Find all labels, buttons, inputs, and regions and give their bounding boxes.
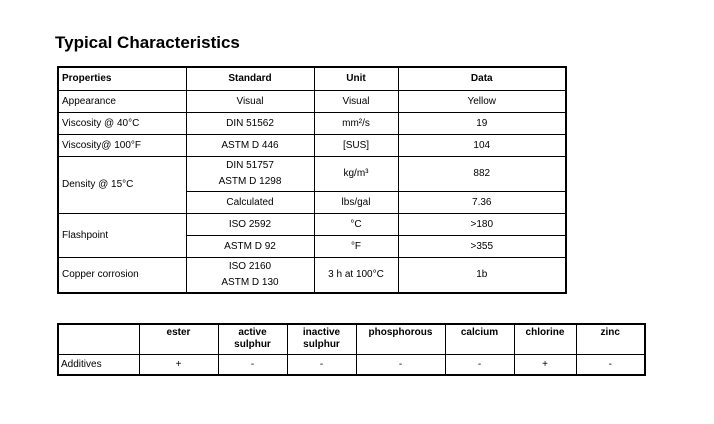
header-ester: ester: [139, 324, 218, 355]
header-standard: Standard: [186, 67, 314, 91]
standard-cell: [186, 157, 314, 192]
additive-value-inactive-sulphur: -: [287, 355, 356, 376]
additive-value-chlorine: +: [514, 355, 576, 376]
header-data: Data: [398, 67, 566, 91]
header-chlorine: chlorine: [514, 324, 576, 355]
additives-header-row: [58, 324, 645, 355]
additive-value-calcium: -: [445, 355, 514, 376]
standard-line: DIN 51757: [226, 160, 274, 171]
data-cell: 1b: [398, 258, 566, 294]
header-active-sulphur: active sulphur: [218, 324, 287, 355]
table-row: [58, 157, 566, 192]
additive-value-active-sulphur: -: [218, 355, 287, 376]
standard-cell: ASTM D 446: [186, 135, 314, 157]
unit-cell: 3 h at 100°C: [314, 258, 398, 294]
standard-cell: [186, 258, 314, 294]
unit-cell: lbs/gal: [314, 192, 398, 214]
data-cell: >355: [398, 236, 566, 258]
unit-cell: Visual: [314, 91, 398, 113]
standard-line: ASTM D 1298: [218, 176, 282, 187]
property-cell: Flashpoint: [58, 214, 186, 258]
unit-cell: mm²/s: [314, 113, 398, 135]
additives-table: [57, 323, 646, 376]
additive-value-zinc: -: [576, 355, 645, 376]
data-cell: Yellow: [398, 91, 566, 113]
additives-row: [58, 355, 645, 376]
header-properties: Properties: [58, 67, 186, 91]
data-cell: 104: [398, 135, 566, 157]
standard-line: ISO 2160: [228, 261, 272, 272]
standard-cell: ASTM D 92: [186, 236, 314, 258]
header-zinc: zinc: [576, 324, 645, 355]
additive-value-phosphorous: -: [356, 355, 445, 376]
table-row: [58, 135, 566, 157]
unit-cell: [SUS]: [314, 135, 398, 157]
data-cell: >180: [398, 214, 566, 236]
unit-cell: °F: [314, 236, 398, 258]
data-cell: 882: [398, 157, 566, 192]
standard-line: ASTM D 130: [221, 277, 279, 288]
additives-label: Additives: [58, 355, 139, 376]
header-blank: [58, 324, 139, 355]
property-cell: Density @ 15°C: [58, 157, 186, 214]
property-cell: Viscosity@ 100°F: [58, 135, 186, 157]
additive-value-ester: +: [139, 355, 218, 376]
header-unit: Unit: [314, 67, 398, 91]
unit-cell: kg/m³: [314, 157, 398, 192]
table-row: [58, 258, 566, 294]
table-header-row: [58, 67, 566, 91]
standard-cell: Visual: [186, 91, 314, 113]
standard-cell: Calculated: [186, 192, 314, 214]
property-cell: Viscosity @ 40°C: [58, 113, 186, 135]
standard-cell: DIN 51562: [186, 113, 314, 135]
standard-cell: ISO 2592: [186, 214, 314, 236]
header-phosphorous: phosphorous: [356, 324, 445, 355]
data-cell: 7.36: [398, 192, 566, 214]
header-calcium: calcium: [445, 324, 514, 355]
page-title: Typical Characteristics: [55, 33, 240, 52]
data-cell: 19: [398, 113, 566, 135]
property-cell: Appearance: [58, 91, 186, 113]
table-row: [58, 214, 566, 236]
table-row: [58, 91, 566, 113]
table-row: [58, 113, 566, 135]
characteristics-table: [57, 66, 567, 294]
header-inactive-sulphur: inactive sulphur: [287, 324, 356, 355]
unit-cell: °C: [314, 214, 398, 236]
property-cell: Copper corrosion: [58, 258, 186, 294]
